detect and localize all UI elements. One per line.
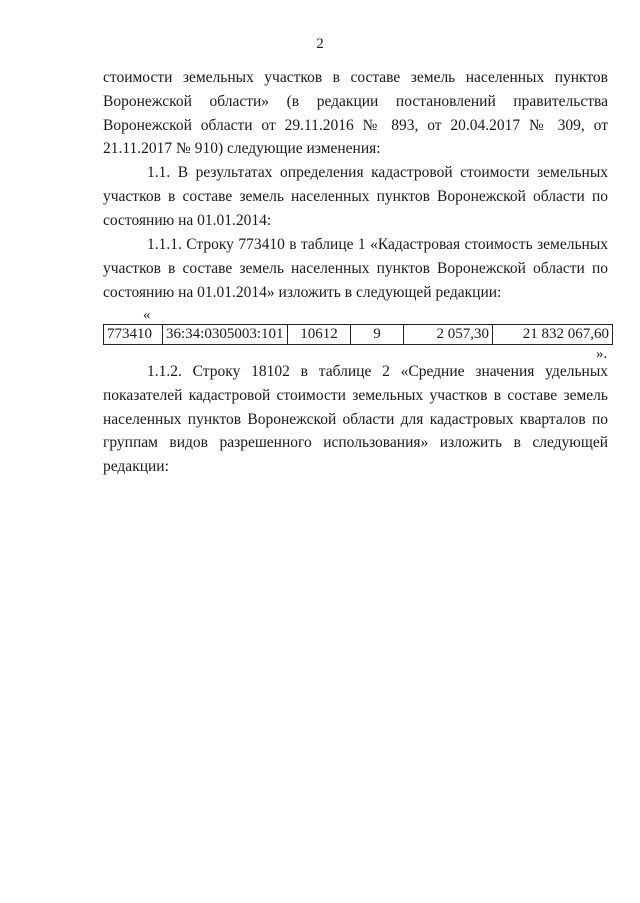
closing-quote: ». — [596, 346, 608, 362]
area-cell: 10612 — [288, 325, 351, 345]
opening-quote: « — [143, 307, 151, 323]
cadastral-number-cell: 36:34:0305003:101 — [163, 325, 288, 345]
paragraph-1-1-1: 1.1.1. Строку 773410 в таблице 1 «Кадастровая стоимость земельных участков в составе земель населенных пунктов Воронежской области по состоянию на 01.01.2014» изложить в следующей редакции: — [103, 236, 608, 301]
paragraph-1-1-2: 1.1.2. Строку 18102 в таблице 2 «Средние значения удельных показателей кадастровой стоимости земельных участков в составе земель населенных пунктов Воронежской области для кадастровых кварталов по группам видов разрешенного использования» изложить в следующей редакции: — [103, 363, 608, 476]
table-row — [104, 325, 613, 345]
group-cell: 9 — [351, 325, 404, 345]
total-value-cell: 21 832 067,60 — [493, 325, 613, 345]
paragraph-1-1: 1.1. В результатах определения кадастровой стоимости земельных участков в составе земель населенных пунктов Воронежской области по состоянию на 01.01.2014: — [103, 164, 608, 229]
unit-value-cell: 2 057,30 — [404, 325, 493, 345]
cadastral-value-table — [103, 324, 613, 345]
paragraph-intro: стоимости земельных участков в составе земель населенных пунктов Воронежской области» (в редакции постановлений правительства Воронежской области от 29.11.2016 № 893, от 20.04.2017 № 309, от 21.11.2017 № 910) следующие изменения: — [103, 69, 608, 158]
row-number-cell: 773410 — [104, 325, 163, 345]
page-number: 2 — [316, 36, 324, 52]
